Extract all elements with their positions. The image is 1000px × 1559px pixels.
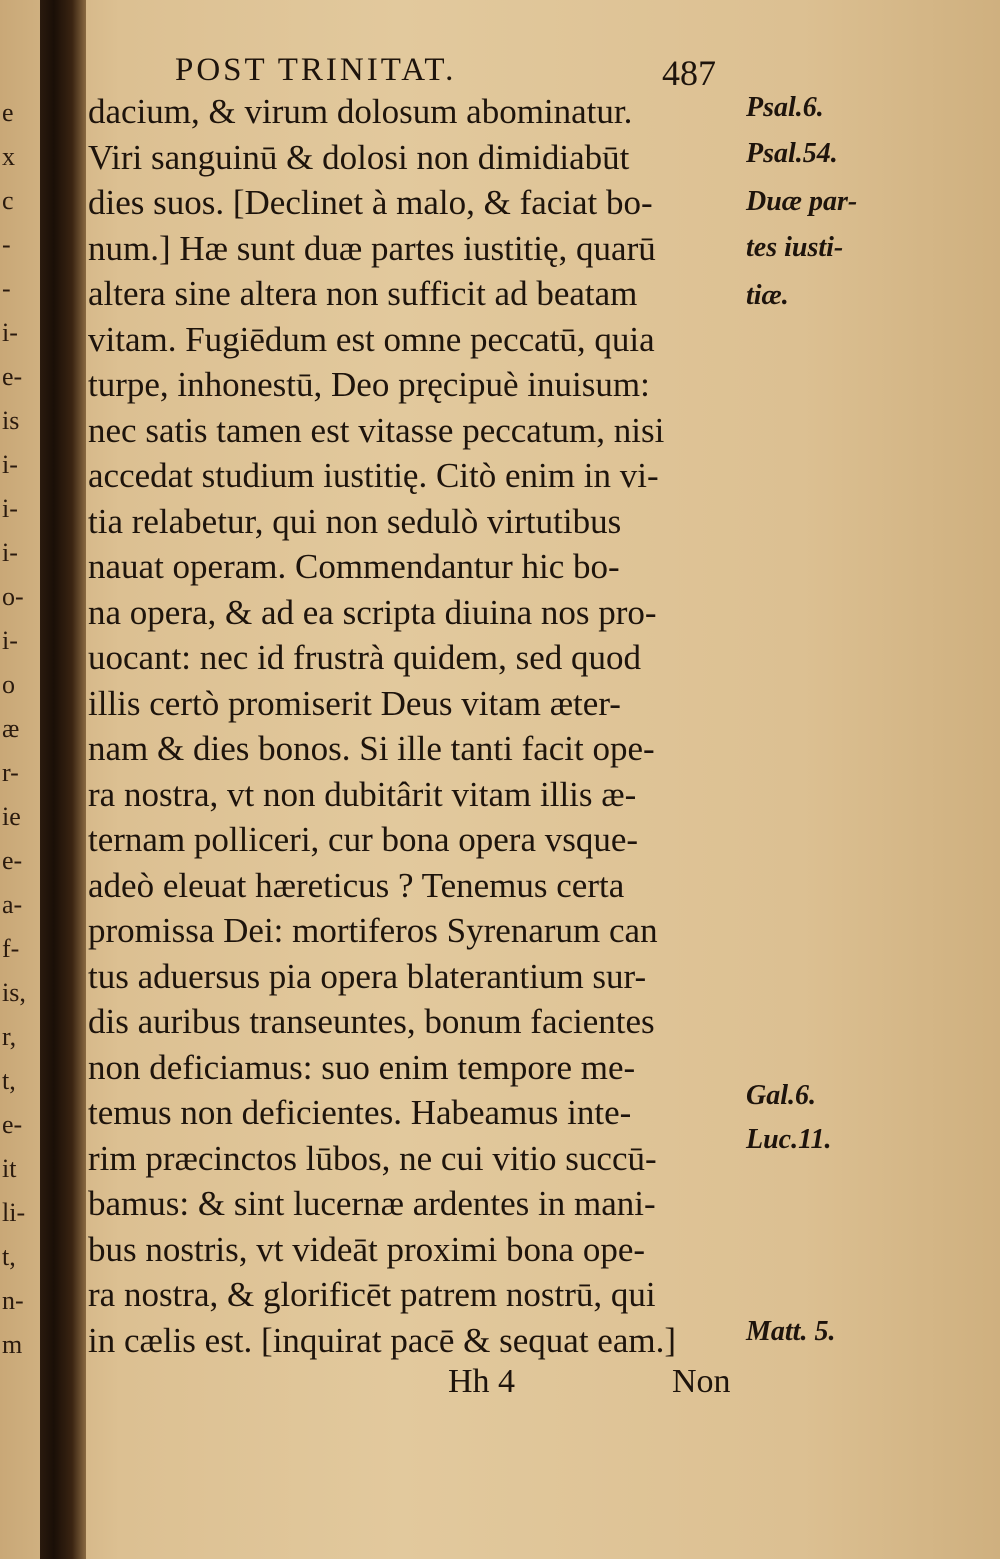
left-page-fragment: m (2, 1330, 23, 1359)
signature-mark: Hh 4 (448, 1363, 516, 1400)
left-page-fragment: x (2, 142, 15, 171)
left-page-fragment: - (2, 274, 11, 303)
margin-note: Psal.54. (746, 138, 838, 169)
left-page-fragment: t, (2, 1066, 16, 1095)
margin-note: Gal.6. (746, 1080, 816, 1111)
text-line: dacium, & virum dolosum abominatur. (88, 92, 633, 131)
book-gutter (40, 0, 86, 1559)
text-line: na opera, & ad ea scripta diuina nos pro- (88, 592, 657, 632)
left-page-fragment: æ (2, 714, 20, 743)
left-page-fragment: e- (2, 1110, 23, 1139)
text-line: temus non deficientes. Habeamus inte- (88, 1093, 632, 1132)
text-line: nec satis tamen est vitasse peccatum, nisi (88, 410, 665, 450)
margin-note: Luc.11. (746, 1124, 832, 1155)
left-page-fragment: o- (2, 582, 24, 611)
text-line: tia relabetur, qui non sedulò virtutibus (88, 501, 622, 541)
left-page-fragment: is, (2, 978, 26, 1007)
left-page-fragment: e- (2, 846, 23, 875)
left-page-fragment: e- (2, 362, 23, 391)
text-line: dis auribus transeuntes, bonum facientes (88, 1002, 655, 1041)
left-page-fragment: n- (2, 1286, 24, 1315)
left-page-fragment: c (2, 186, 14, 215)
text-line: vitam. Fugiēdum est omne peccatū, quia (88, 319, 655, 359)
left-page-fragment: e (2, 98, 14, 127)
left-page-fragment: r- (2, 758, 19, 787)
left-page-fragment: it (2, 1154, 17, 1183)
text-line: non deficiamus: suo enim tempore me- (88, 1047, 636, 1087)
left-page-fragment: li- (2, 1198, 26, 1227)
left-page-fragment: is (2, 406, 20, 435)
left-page-fragment: i- (2, 494, 18, 523)
text-line: in cælis est. [inquirat pacē & sequat eam.] (88, 1320, 677, 1360)
running-header: POST TRINITAT. (175, 52, 457, 88)
left-page-fragment: a- (2, 890, 23, 919)
text-line: uocant: nec id frustrà quidem, sed quod (88, 638, 642, 677)
left-page-fragment: f- (2, 934, 20, 963)
left-page-fragment: i- (2, 318, 18, 347)
left-page-fragment: r, (2, 1022, 17, 1051)
left-page-fragment: t, (2, 1242, 16, 1271)
left-page-fragment: o (2, 670, 15, 699)
text-line: nam & dies bonos. Si ille tanti facit ope- (88, 729, 655, 768)
left-page-fragment: ie (2, 802, 21, 831)
text-line: ra nostra, vt non dubitârit vitam illis æ- (88, 774, 637, 814)
text-line: bus nostris, vt videāt proximi bona ope- (88, 1229, 646, 1269)
text-line: illis certò promiserit Deus vitam æter- (88, 683, 621, 723)
margin-note: Matt. 5. (746, 1316, 836, 1347)
text-line: bamus: & sint lucernæ ardentes in mani- (88, 1184, 656, 1223)
margin-note: tiæ. (746, 280, 789, 311)
left-page-fragment: - (2, 230, 11, 259)
text-line: promissa Dei: mortiferos Syrenarum can (88, 911, 658, 950)
text-line: turpe, inhonestū, Deo pręcipuè inuisum: (88, 365, 650, 404)
text-line: adeò eleuat hæreticus ? Tenemus certa (88, 865, 625, 905)
text-line: ra nostra, & glorificēt patrem nostrū, qui (88, 1275, 656, 1314)
text-line: nauat operam. Commendantur hic bo- (88, 547, 620, 586)
margin-note: Psal.6. (746, 92, 824, 123)
text-line: dies suos. [Declinet à malo, & faciat bo- (88, 183, 653, 222)
text-line: Viri sanguinū & dolosi non dimidiabūt (88, 137, 630, 177)
left-page-fragment: i- (2, 626, 18, 655)
text-line: altera sine altera non sufficit ad beatam (88, 274, 638, 313)
text-line: tus aduersus pia opera blaterantium sur- (88, 956, 647, 996)
margin-note: tes iusti- (746, 232, 844, 263)
catchword: Non (672, 1363, 731, 1400)
left-page-fragment: i- (2, 450, 18, 479)
text-line: rim præcinctos lūbos, ne cui vitio succū- (88, 1138, 657, 1178)
page-number: 487 (662, 53, 716, 93)
margin-note: Duæ par- (746, 186, 858, 217)
text-line: ternam polliceri, cur bona opera vsque- (88, 820, 639, 859)
text-line: accedat studium iustitię. Citò enim in vi- (88, 456, 659, 495)
text-line: num.] Hæ sunt duæ partes iustitię, quarū (88, 228, 656, 268)
left-page-fragment: i- (2, 538, 18, 567)
